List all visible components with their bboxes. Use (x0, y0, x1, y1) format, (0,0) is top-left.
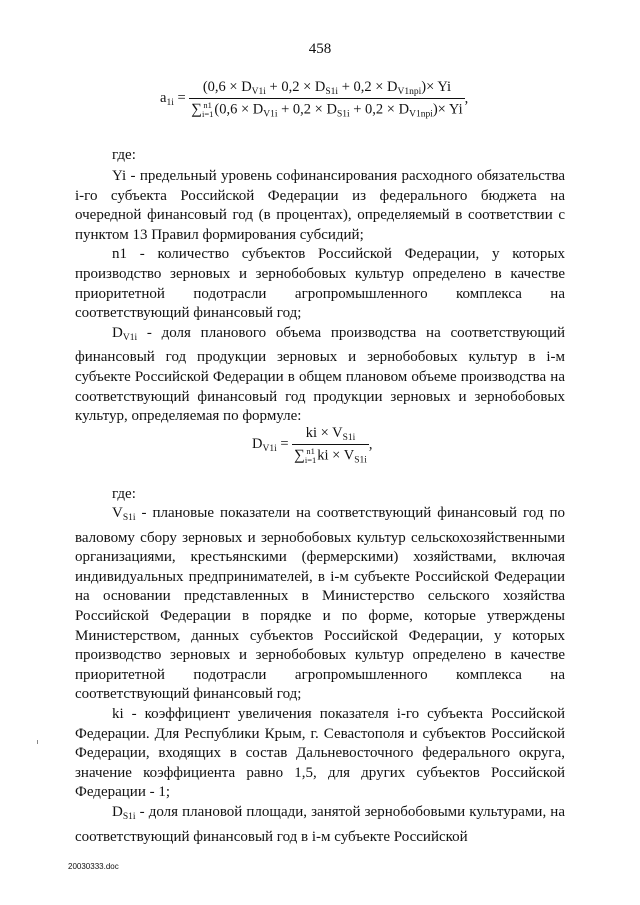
definition-ki: ki - коэффициент увеличения показателя i-го субъекта Российской Федерации. Для Республики Крым, г. Севастополя и субъектов Российской Федерации, входящих в состав Дальневосточного федерального округа, значение коэффициента равно 1,5, для других субъектов Российской Федерации - 1; (75, 705, 565, 801)
margin-mark (37, 740, 38, 744)
formula-numerator: $(0,6 \times D_{V1i} + 0,2 \times D_{S1i} + 0,2 \times D_{V1npi})\times Yi$ (189, 79, 464, 99)
where-label-1: где: (112, 147, 136, 163)
definition-yi: Yi - предельный уровень софинансирования расходного обязательства i-го субъекта Российской Федерации из федерального бюджета на очередной финансовый год (в процентах), определяемый в соответствии с пунктом 13 Правил формирования субсидий; (75, 168, 565, 243)
formula-denominator: ∑n1 $i=1(0,6 \times D_{V1i} + 0,2 \times D_{S1i} + 0,2 \times D_{V1npi})\times Yi$ (191, 100, 463, 120)
definitions-block-1 (75, 167, 565, 427)
formula2-numerator: ki × $V_{S1i}$ (292, 425, 369, 445)
formula-dv1i: $D_{V1i}$ = ki × $V_{S1i}$ ∑n1 $i=1ki \times V_{S1i}$ , (252, 425, 373, 466)
definition-ds1i: $D_{S1i}$ - доля плановой площади, занятой зернобобовыми культурами, на соответствующий финансовый год в i-м субъекте Российской (75, 803, 565, 845)
file-footer: 20030333.doc (68, 862, 119, 871)
formula2-fraction (292, 425, 369, 465)
formula-fraction (189, 79, 464, 119)
definition-n1: n1 - количество субъектов Российской Федерации, у которых производство зерновых и зернобобовых культур определено в качестве приоритетной подотрасли агропромышленного комплекса на соответствующий финансовый год; (75, 246, 565, 322)
formula2-denominator: ∑n1 $i=1ki \times V_{S1i}$ (294, 446, 367, 466)
formula2-lhs: $D_{V1i}$ = (252, 436, 289, 455)
definitions-block-2 (75, 504, 565, 847)
definition-dv1i: $D_{V1i}$ - доля планового объема производства на соответствующий финансовый год продукции зерновых и зернобобовых культур в i-м субъекте Российской Федерации в общем плановом объеме производства на соответствующий финансовый год продукции зерновых и зернобобовых культур, определяемая по формуле: (75, 324, 565, 425)
definition-vs1i: $V_{S1i}$ - плановые показатели на соответствующий финансовый год по валовому сбору зерновых и зернобобовых культур сельскохозяйственными организациями, крестьянскими (фермерскими) хозяйствами, включая индивидуальных предпринимателей, в i-м субъекте Российской Федерации на основании представленных в Министерство сельского хозяйства Российской Федерации в порядке и по форме, которые утверждены Министерством, данных субъектов Российской Федерации, у которых производство зерновых и зернобобовых культур определено в качестве приоритетной подотрасли агропромышленного комплекса на соответствующий финансовый год; (75, 505, 565, 703)
page-number: 458 (308, 41, 332, 57)
formula-lhs: $a_{1i}$ = (160, 90, 186, 109)
where-label-2: где: (112, 486, 136, 502)
formula-a1i: $a_{1i}$ = $(0,6 \times D_{V1i} + 0,2 \times D_{S1i} + 0,2 \times D_{V1npi})\times Yi$ ∑n1 $i=1(0,6 \times D_{V1i} + 0,2 \times D_{S1i} + 0,2 \times D_{V1npi})\times Yi$ , (160, 79, 469, 120)
